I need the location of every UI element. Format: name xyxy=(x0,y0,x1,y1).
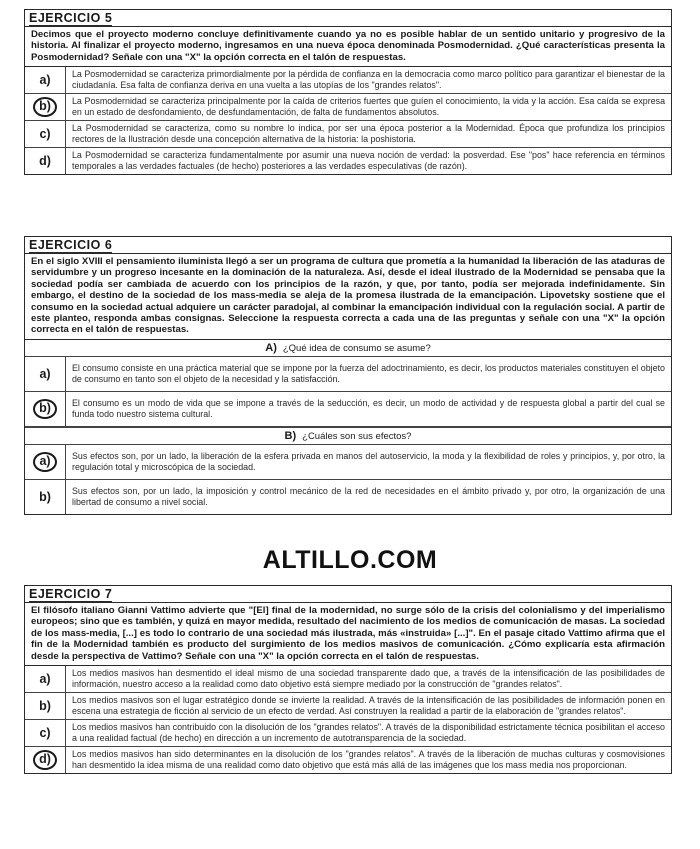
exercise-6 xyxy=(24,236,672,515)
option-text: Los medios masivos han contribuido con la disolución de los "grandes relatos". A través de la disponibilidad estrictamente técnica posibilitan el acceso a una realidad factual (de hecho) en dirección a un incremento de autotransparencia de la sociedad. xyxy=(72,722,665,744)
exercise-5-option-b[interactable] xyxy=(25,94,671,121)
part-a-label: A) xyxy=(265,341,277,354)
exercise-6-a-option-b[interactable] xyxy=(25,392,671,427)
option-text: El consumo consiste en una práctica material que se impone por la fuerza del adoctrinamiento, es decir, los productos materiales constituyen el objeto de consumo en tanto son el objeto de la necesidad y la satisfacción. xyxy=(72,362,665,384)
option-letter: a) xyxy=(25,357,66,391)
option-letter: a) xyxy=(25,67,66,93)
option-letter: d) xyxy=(25,148,66,174)
option-letter: a) xyxy=(25,666,66,692)
exercise-6-part-a-header xyxy=(25,340,671,357)
option-text: La Posmodernidad se caracteriza, como su nombre lo indica, por ser una época posterior a la Modernidad. Época que profundiza los principios rectores de la Ilustración desde una concepción alternativa de la historia: la poshistoria. xyxy=(72,123,665,145)
option-letter: b) xyxy=(25,480,66,514)
exercise-6-b-option-a[interactable] xyxy=(25,445,671,480)
exercise-6-title: EJERCICIO 6 xyxy=(25,237,671,254)
option-letter: c) xyxy=(25,121,66,147)
exercise-7-option-d[interactable] xyxy=(25,747,671,773)
option-letter-circled: d) xyxy=(25,747,66,773)
exercise-5-option-c[interactable] xyxy=(25,121,671,148)
exercise-6-a-option-a[interactable] xyxy=(25,357,671,392)
option-letter: c) xyxy=(25,720,66,746)
option-letter-circled: b) xyxy=(25,392,66,426)
part-b-question: ¿Cuáles son sus efectos? xyxy=(302,430,412,442)
exercise-7-title: EJERCICIO 7 xyxy=(25,586,671,603)
option-text: La Posmodernidad se caracteriza principalmente por la caída de criterios fuertes que guíen el conocimiento, la vida y la acción. Esa caída se expresa en un estado de desfondamiento, de desfundamentación, de falta de fundamentos absolutos. xyxy=(72,96,665,118)
option-letter: b) xyxy=(25,693,66,719)
exercise-5 xyxy=(24,9,672,175)
exercise-7-option-c[interactable] xyxy=(25,720,671,747)
option-text: Sus efectos son, por un lado, la imposición y control mecánico de la red de necesidades en el ámbito privado y, por otro, la organización de una libertad de consumo a nivel social. xyxy=(72,485,665,507)
exercise-7-statement: El filósofo italiano Gianni Vattimo advierte que "[El] final de la modernidad, no surge sólo de la crisis del colonialismo y del imperialismo europeos; sino que es también, y quizá en mayor medida, resultado del nacimiento de los medios de comunicación de masas. La sociedad de los mass-media, [...] es todo lo contrario de una sociedad más ilustrada, más «instruida» [...]". En el pasaje citado Vattimo afirma que el fin de la Modernidad también es producto del surgimiento de los medios masivos de comunicación. ¿Cómo explicaría esta afirmación desde la perspectiva de Vattimo? Señale con una "X" la opción correcta en el talón de respuestas. xyxy=(25,603,671,666)
option-text: La Posmodernidad se caracteriza primordialmente por la pérdida de confianza en la democracia como marco político para garantizar el bienestar de la ciudadanía. Esa falta de confianza deriva en una vuelta a las utopías de los "grandes relatos". xyxy=(72,69,665,91)
exercise-5-statement: Decimos que el proyecto moderno concluye definitivamente cuando ya no es posible hablar de un sentido unitario y progresivo de la historia. Al finalizar el proyecto moderno, ingresamos en una nueva época denominada Posmodernidad. ¿Qué características presenta la Posmodernidad? Señale con una "X" la opción correcta en el talón de respuestas. xyxy=(25,27,671,67)
option-letter-circled: a) xyxy=(25,445,66,479)
option-letter-circled: b) xyxy=(25,94,66,120)
part-a-question: ¿Qué idea de consumo se asume? xyxy=(282,342,431,354)
part-b-label: B) xyxy=(284,429,297,442)
option-text: Los medios masivos son el lugar estratégico donde se invierte la realidad. A través de la intensificación de las posibilidades de información ponen en escena una estrategia de ficción al servicio de un efecto de verdad. Así construyen la realidad a partir de la elaboración de "grandes relatos". xyxy=(72,695,665,717)
site-watermark: ALTILLO.COM xyxy=(262,546,438,574)
option-text: Sus efectos son, por un lado, la liberación de la esfera privada en manos del autoservicio, la moda y la flexibilidad de roles y principios, y, por otro, la regulación total y microscópica de la sociedad. xyxy=(72,450,665,472)
exercise-6-part-b-header xyxy=(25,427,671,445)
option-text: El consumo es un modo de vida que se impone a través de la seducción, es decir, un modo de actividad y de respuesta global a partir del cual se funda todo nuestro sistema cultural. xyxy=(72,397,665,419)
exercise-6-statement: En el siglo XVIII el pensamiento iluminista llegó a ser un programa de cultura que prometía a la humanidad la liberación de las ataduras de servidumbre y un progreso incesante en la dominación de la naturaleza. Así, desde el ideal ilustrado de la Modernidad se pensaba que la sociedad podía ser cambiada de acuerdo con los principios de la razón, y que, por tanto, podía ser mejorada indefinidamente. Sin embargo, el destino de la sociedad de los mass-media se aleja de la promesa ilustrada de la emancipación. Lipovetsky sostiene que el consumo en la sociedad actual adquiere un carácter paradojal, al combinar la emancipación individual con la regulación social. A partir de este planteo, responda ambas consignas. Seleccione la respuesta correcta a cada una de las preguntas y señale con una "X" la opción correcta en el talón de respuestas. xyxy=(25,254,671,340)
option-text: Los medios masivos han sido determinantes en la disolución de los "grandes relatos". A través de la liberación de muchas culturas y cosmovisiones han desmentido la idea misma de una realidad como dato objetivo que está más allá de las imágenes que los mass media nos proporcionan. xyxy=(72,749,665,771)
exercise-5-title: EJERCICIO 5 xyxy=(25,10,671,27)
exercise-5-option-d[interactable] xyxy=(25,148,671,174)
option-text: La Posmodernidad se caracteriza fundamentalmente por asumir una nueva noción de verdad: la posverdad. Ese "pos" hace referencia en términos temporales a las verdades factuales (de hecho) posteriores a las verdades especulativas (de razón). xyxy=(72,150,665,172)
exercise-7 xyxy=(24,585,672,774)
option-text: Los medios masivos han desmentido el ideal mismo de una sociedad transparente dado que, a través de la intensificación de las posibilidades de información, nuestro acceso a la realidad como dato objetivo está siempre mediado por la construcción de "grandes relatos". xyxy=(72,668,665,690)
exercise-6-b-option-b[interactable] xyxy=(25,480,671,514)
exercise-7-option-a[interactable] xyxy=(25,666,671,693)
exercise-5-option-a[interactable] xyxy=(25,67,671,94)
exercise-7-option-b[interactable] xyxy=(25,693,671,720)
